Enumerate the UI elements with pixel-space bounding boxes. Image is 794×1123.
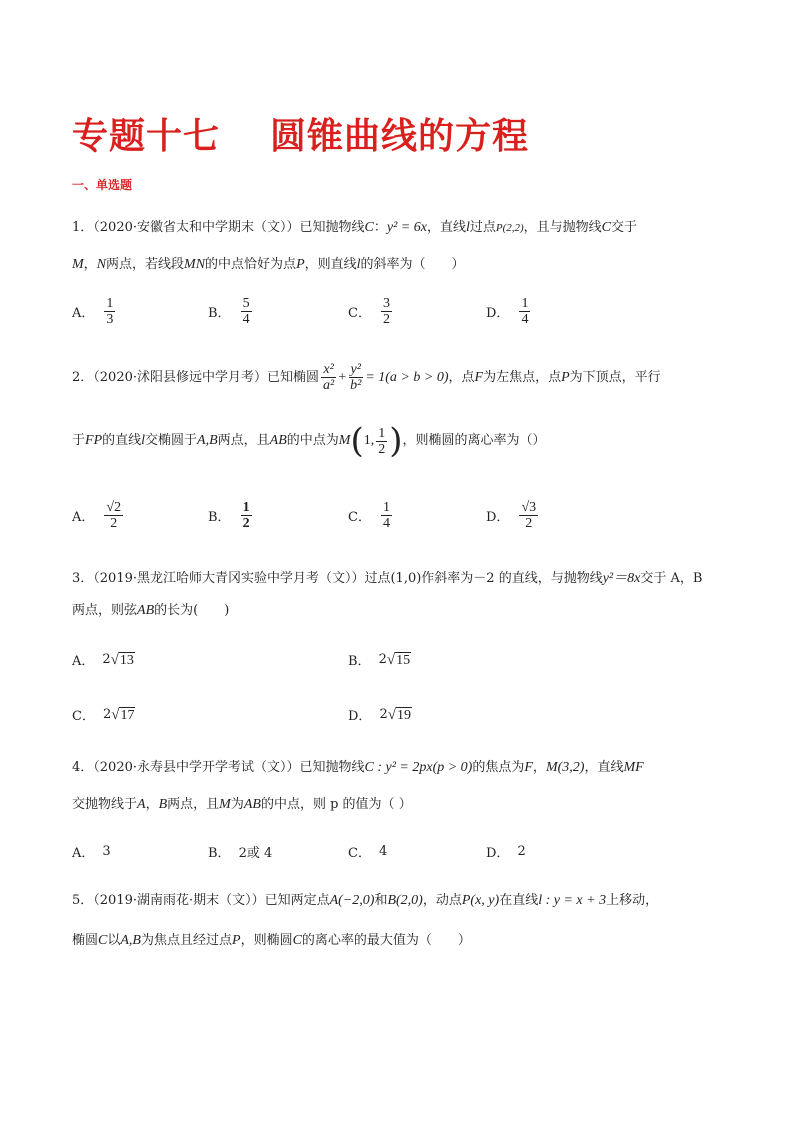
q1-option-d[interactable]: D． $\frac{1}{4}$	[486, 296, 529, 327]
q3-option-b[interactable]: B． 2 √ 15	[348, 651, 411, 669]
q1-option-a[interactable]: A． $\frac{1}{3}$	[72, 296, 114, 327]
question-3-line-2: 两点，则弦AB的长为( )	[72, 603, 230, 618]
question-5-line-2: 椭圆C以A,B为焦点且经过点P，则椭圆C的离心率的最大值为（ ）	[72, 933, 471, 948]
title-topic-number: 专题十七	[72, 116, 221, 157]
q4-option-b[interactable]: B． 2或 4	[208, 846, 273, 861]
page-title	[72, 108, 529, 159]
q2-option-a[interactable]: A． $\frac{√2}{2}$	[72, 500, 122, 531]
question-4-line-1: 4．（2020·永寿县中学开学考试（文））已知抛物线C : y² = 2px(p > 0)的焦点为F，M(3,2)，直线MF	[72, 760, 644, 775]
question-2-line-1: 2．（2020·沭阳县修远中学月考）已知椭圆 $\frac{\text{x²}}{\text{a²}}$ + $\frac{\text{y²}}{\text{b²}}$ = 1(a > b > 0) ，点 F 为左焦点，点 P 为下顶点，平行	[72, 362, 661, 393]
q3-option-a[interactable]: A． 2 √ 13	[72, 651, 134, 669]
q3-option-d[interactable]: D． 2 √ 19	[348, 706, 411, 724]
q2-option-b[interactable]: B． $\frac{1}{2}$	[208, 500, 250, 531]
section-heading: 一、单选题	[72, 178, 133, 192]
q2-option-c[interactable]: C． $\frac{1}{4}$	[348, 500, 390, 531]
q4-option-a[interactable]: A． 3	[72, 844, 111, 861]
question-1-line-1: 1．（2020·安徽省太和中学期末（文））已知抛物线C：y² = 6x，直线l过点P(2,2)，且与抛物线C交于	[72, 220, 638, 235]
question-5-line-1: 5．（2019·湖南雨花·期末（文））已知两定点A(−2,0)和B(2,0)，动点P(x, y)在直线l : y = x + 3上移动，	[72, 893, 659, 908]
q4-option-c[interactable]: C． 4	[348, 844, 388, 861]
q4-option-d[interactable]: D． 2	[486, 844, 526, 861]
q1-option-c[interactable]: C． $\frac{3}{2}$	[348, 296, 390, 327]
q2-option-d[interactable]: D． $\frac{√3}{2}$	[486, 500, 537, 531]
q3-option-c[interactable]: C． 2 √ 17	[72, 706, 135, 724]
question-4-line-2: 交抛物线于A，B两点，且M为AB的中点，则 p 的值为（ ）	[72, 797, 412, 812]
q1-option-b[interactable]: B． $\frac{5}{4}$	[208, 296, 250, 327]
question-3-line-1: 3．（2019·黑龙江哈师大青冈实验中学月考（文））过点(1,0)作斜率为－2 的直线，与抛物线y²＝8x交于 A，B	[72, 571, 703, 586]
question-2-line-2: 于 FP 的直线 l 交椭圆于 A,B 两点，且 AB 的中点为 M ( 1, $\frac{1}{2}$ ) ，则椭圆的离心率为（）	[72, 421, 546, 461]
title-topic-name: 圆锥曲线的方程	[270, 116, 530, 157]
question-1-line-2: M，N两点，若线段MN的中点恰好为点P，则直线l的斜率为（ ）	[72, 257, 465, 272]
